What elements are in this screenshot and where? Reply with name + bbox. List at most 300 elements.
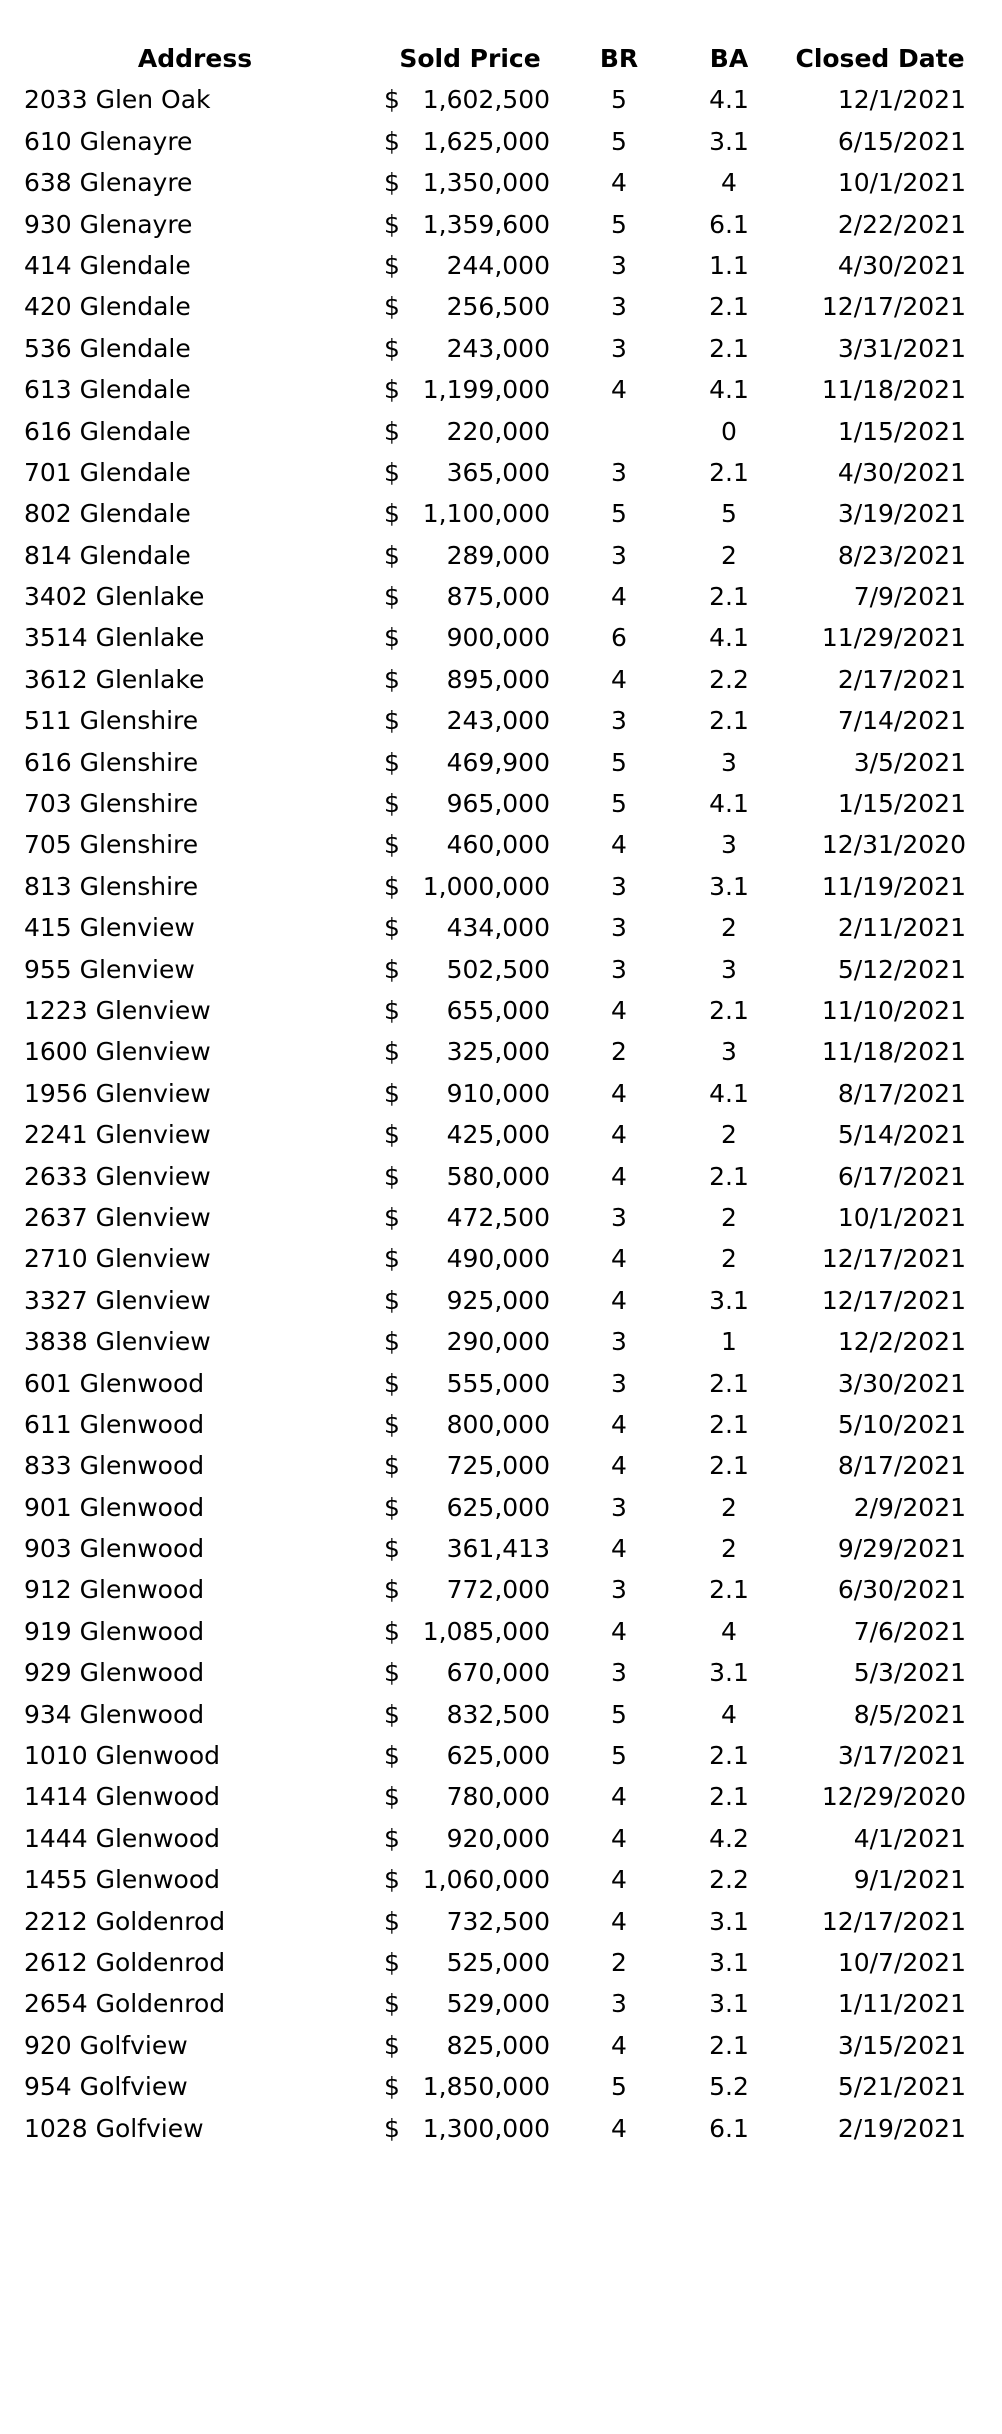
table-row bbox=[0, 2066, 1002, 2107]
bedrooms-cell: 3 bbox=[611, 1202, 627, 1232]
bathrooms-cell: 2.1 bbox=[709, 292, 749, 322]
currency-symbol: $ bbox=[384, 375, 400, 405]
bedrooms-cell: 4 bbox=[611, 1823, 627, 1853]
sold-price-cell: 1,625,000 bbox=[422, 126, 550, 156]
closed-date-cell: 12/17/2021 bbox=[821, 1285, 966, 1315]
closed-date-cell: 5/10/2021 bbox=[837, 1409, 966, 1439]
closed-date-cell: 12/17/2021 bbox=[821, 292, 966, 322]
sold-price-cell: 1,199,000 bbox=[422, 375, 550, 405]
currency-symbol: $ bbox=[384, 1037, 400, 1067]
bathrooms-cell: 2.1 bbox=[709, 333, 749, 363]
sold-price-cell: 1,850,000 bbox=[422, 2072, 550, 2102]
closed-date-cell: 1/15/2021 bbox=[837, 789, 966, 819]
sales-table bbox=[0, 38, 1002, 2149]
closed-date-cell: 8/5/2021 bbox=[853, 1699, 966, 1729]
bedrooms-cell: 3 bbox=[611, 954, 627, 984]
table-row bbox=[0, 1694, 1002, 1735]
address-cell: 2710 Glenview bbox=[24, 1244, 211, 1274]
sold-price-cell: 725,000 bbox=[446, 1451, 550, 1481]
sold-price-cell: 472,500 bbox=[446, 1202, 550, 1232]
address-cell: 610 Glenayre bbox=[24, 126, 193, 156]
table-row bbox=[0, 866, 1002, 907]
address-cell: 833 Glenwood bbox=[24, 1451, 205, 1481]
address-cell: 2633 Glenview bbox=[24, 1161, 211, 1191]
closed-date-cell: 2/17/2021 bbox=[837, 664, 966, 694]
bedrooms-cell: 4 bbox=[611, 664, 627, 694]
currency-symbol: $ bbox=[384, 1409, 400, 1439]
bedrooms-cell: 4 bbox=[611, 582, 627, 612]
currency-symbol: $ bbox=[384, 2113, 400, 2143]
closed-date-cell: 1/15/2021 bbox=[837, 416, 966, 446]
table-row bbox=[0, 328, 1002, 369]
header-closed-date: Closed Date bbox=[795, 44, 965, 73]
bathrooms-cell: 3.1 bbox=[709, 1989, 749, 2019]
table-row bbox=[0, 1363, 1002, 1404]
currency-symbol: $ bbox=[384, 2030, 400, 2060]
sold-price-cell: 1,100,000 bbox=[422, 499, 550, 529]
currency-symbol: $ bbox=[384, 1741, 400, 1771]
sold-price-cell: 469,900 bbox=[446, 747, 550, 777]
bedrooms-cell: 6 bbox=[611, 623, 627, 653]
bathrooms-cell: 2.1 bbox=[709, 2030, 749, 2060]
bedrooms-cell: 4 bbox=[611, 1161, 627, 1191]
currency-symbol: $ bbox=[384, 747, 400, 777]
table-row bbox=[0, 1818, 1002, 1859]
currency-symbol: $ bbox=[384, 1906, 400, 1936]
closed-date-cell: 1/11/2021 bbox=[837, 1989, 966, 2019]
table-row bbox=[0, 79, 1002, 120]
currency-symbol: $ bbox=[384, 499, 400, 529]
sold-price-cell: 920,000 bbox=[446, 1823, 550, 1853]
address-cell: 1223 Glenview bbox=[24, 995, 211, 1025]
sold-price-cell: 525,000 bbox=[446, 1947, 550, 1977]
closed-date-cell: 10/1/2021 bbox=[837, 1202, 966, 1232]
sold-price-cell: 925,000 bbox=[446, 1285, 550, 1315]
sold-price-cell: 910,000 bbox=[446, 1078, 550, 1108]
bedrooms-cell: 2 bbox=[611, 1037, 627, 1067]
header-sold-price: Sold Price bbox=[399, 44, 541, 73]
address-cell: 638 Glenayre bbox=[24, 168, 193, 198]
sold-price-cell: 1,359,600 bbox=[422, 209, 550, 239]
closed-date-cell: 3/17/2021 bbox=[837, 1741, 966, 1771]
bathrooms-cell: 2.1 bbox=[709, 706, 749, 736]
bathrooms-cell: 3 bbox=[721, 954, 737, 984]
bathrooms-cell: 5 bbox=[721, 499, 737, 529]
sold-price-cell: 555,000 bbox=[446, 1368, 550, 1398]
currency-symbol: $ bbox=[384, 168, 400, 198]
table-row bbox=[0, 990, 1002, 1031]
table-row bbox=[0, 1238, 1002, 1279]
bathrooms-cell: 2.1 bbox=[709, 582, 749, 612]
bedrooms-cell: 4 bbox=[611, 375, 627, 405]
currency-symbol: $ bbox=[384, 623, 400, 653]
sold-price-cell: 434,000 bbox=[446, 913, 550, 943]
address-cell: 3612 Glenlake bbox=[24, 664, 205, 694]
table-row bbox=[0, 1569, 1002, 1610]
bedrooms-cell: 3 bbox=[611, 1658, 627, 1688]
address-cell: 3514 Glenlake bbox=[24, 623, 205, 653]
table-row bbox=[0, 1901, 1002, 1942]
address-cell: 920 Golfview bbox=[24, 2030, 188, 2060]
address-cell: 2612 Goldenrod bbox=[24, 1947, 226, 1977]
closed-date-cell: 12/1/2021 bbox=[837, 85, 966, 115]
sold-price-cell: 425,000 bbox=[446, 1120, 550, 1150]
currency-symbol: $ bbox=[384, 1078, 400, 1108]
sold-price-cell: 732,500 bbox=[446, 1906, 550, 1936]
bathrooms-cell: 6.1 bbox=[709, 2113, 749, 2143]
bathrooms-cell: 3.1 bbox=[709, 126, 749, 156]
closed-date-cell: 7/14/2021 bbox=[837, 706, 966, 736]
bathrooms-cell: 1 bbox=[721, 1327, 737, 1357]
address-cell: 802 Glendale bbox=[24, 499, 191, 529]
table-row bbox=[0, 1114, 1002, 1155]
table-row bbox=[0, 617, 1002, 658]
sold-price-cell: 875,000 bbox=[446, 582, 550, 612]
bedrooms-cell: 4 bbox=[611, 2113, 627, 2143]
bathrooms-cell: 4 bbox=[721, 1699, 737, 1729]
sold-price-cell: 1,000,000 bbox=[422, 871, 550, 901]
table-row bbox=[0, 783, 1002, 824]
sold-price-cell: 895,000 bbox=[446, 664, 550, 694]
table-row bbox=[0, 1031, 1002, 1072]
closed-date-cell: 11/29/2021 bbox=[821, 623, 966, 653]
closed-date-cell: 8/17/2021 bbox=[837, 1451, 966, 1481]
bathrooms-cell: 2.1 bbox=[709, 1741, 749, 1771]
address-cell: 930 Glenayre bbox=[24, 209, 193, 239]
currency-symbol: $ bbox=[384, 664, 400, 694]
sold-price-cell: 580,000 bbox=[446, 1161, 550, 1191]
currency-symbol: $ bbox=[384, 292, 400, 322]
currency-symbol: $ bbox=[384, 416, 400, 446]
closed-date-cell: 10/1/2021 bbox=[837, 168, 966, 198]
closed-date-cell: 9/1/2021 bbox=[853, 1865, 966, 1895]
address-cell: 611 Glenwood bbox=[24, 1409, 205, 1439]
sold-price-cell: 780,000 bbox=[446, 1782, 550, 1812]
sold-price-cell: 243,000 bbox=[446, 333, 550, 363]
bedrooms-cell: 3 bbox=[611, 540, 627, 570]
closed-date-cell: 3/30/2021 bbox=[837, 1368, 966, 1398]
table-row bbox=[0, 1611, 1002, 1652]
sold-price-cell: 832,500 bbox=[446, 1699, 550, 1729]
bedrooms-cell: 5 bbox=[611, 789, 627, 819]
bathrooms-cell: 3 bbox=[721, 747, 737, 777]
table-row bbox=[0, 1942, 1002, 1983]
table-row bbox=[0, 1280, 1002, 1321]
bathrooms-cell: 2 bbox=[721, 1120, 737, 1150]
currency-symbol: $ bbox=[384, 954, 400, 984]
bedrooms-cell: 3 bbox=[611, 706, 627, 736]
bedrooms-cell: 4 bbox=[611, 1534, 627, 1564]
address-cell: 929 Glenwood bbox=[24, 1658, 205, 1688]
bathrooms-cell: 2.1 bbox=[709, 1575, 749, 1605]
bathrooms-cell: 5.2 bbox=[709, 2072, 749, 2102]
closed-date-cell: 6/17/2021 bbox=[837, 1161, 966, 1191]
bedrooms-cell: 4 bbox=[611, 1616, 627, 1646]
bedrooms-cell: 3 bbox=[611, 292, 627, 322]
table-row bbox=[0, 162, 1002, 203]
bathrooms-cell: 2.1 bbox=[709, 1782, 749, 1812]
currency-symbol: $ bbox=[384, 1120, 400, 1150]
closed-date-cell: 9/29/2021 bbox=[837, 1534, 966, 1564]
currency-symbol: $ bbox=[384, 1699, 400, 1729]
address-cell: 814 Glendale bbox=[24, 540, 191, 570]
closed-date-cell: 12/17/2021 bbox=[821, 1244, 966, 1274]
bathrooms-cell: 3.1 bbox=[709, 1906, 749, 1936]
bedrooms-cell: 5 bbox=[611, 1699, 627, 1729]
bedrooms-cell: 3 bbox=[611, 1492, 627, 1522]
closed-date-cell: 5/3/2021 bbox=[853, 1658, 966, 1688]
bathrooms-cell: 3.1 bbox=[709, 871, 749, 901]
currency-symbol: $ bbox=[384, 250, 400, 280]
closed-date-cell: 4/30/2021 bbox=[837, 457, 966, 487]
sold-price-cell: 825,000 bbox=[446, 2030, 550, 2060]
bathrooms-cell: 6.1 bbox=[709, 209, 749, 239]
sold-price-cell: 625,000 bbox=[446, 1741, 550, 1771]
address-cell: 1455 Glenwood bbox=[24, 1865, 221, 1895]
bedrooms-cell: 4 bbox=[611, 1409, 627, 1439]
bedrooms-cell: 3 bbox=[611, 1368, 627, 1398]
address-cell: 613 Glendale bbox=[24, 375, 191, 405]
table-row bbox=[0, 1321, 1002, 1362]
address-cell: 954 Golfview bbox=[24, 2072, 188, 2102]
address-cell: 420 Glendale bbox=[24, 292, 191, 322]
closed-date-cell: 3/5/2021 bbox=[853, 747, 966, 777]
table-row bbox=[0, 1073, 1002, 1114]
address-cell: 1010 Glenwood bbox=[24, 1741, 221, 1771]
closed-date-cell: 2/11/2021 bbox=[837, 913, 966, 943]
closed-date-cell: 7/6/2021 bbox=[853, 1616, 966, 1646]
sold-price-cell: 625,000 bbox=[446, 1492, 550, 1522]
table-row bbox=[0, 1776, 1002, 1817]
currency-symbol: $ bbox=[384, 1575, 400, 1605]
table-row bbox=[0, 2108, 1002, 2149]
table-header bbox=[0, 38, 1002, 79]
bedrooms-cell: 5 bbox=[611, 85, 627, 115]
currency-symbol: $ bbox=[384, 789, 400, 819]
sold-price-cell: 460,000 bbox=[446, 830, 550, 860]
currency-symbol: $ bbox=[384, 1492, 400, 1522]
bedrooms-cell: 5 bbox=[611, 1741, 627, 1771]
table-row bbox=[0, 2025, 1002, 2066]
bathrooms-cell: 3 bbox=[721, 830, 737, 860]
sold-price-cell: 965,000 bbox=[446, 789, 550, 819]
table-row bbox=[0, 493, 1002, 534]
sold-price-cell: 655,000 bbox=[446, 995, 550, 1025]
closed-date-cell: 7/9/2021 bbox=[853, 582, 966, 612]
address-cell: 903 Glenwood bbox=[24, 1534, 205, 1564]
bedrooms-cell: 5 bbox=[611, 2072, 627, 2102]
table-row bbox=[0, 1528, 1002, 1569]
bathrooms-cell: 2 bbox=[721, 913, 737, 943]
bathrooms-cell: 2.1 bbox=[709, 1161, 749, 1191]
bathrooms-cell: 2 bbox=[721, 1244, 737, 1274]
table-row bbox=[0, 245, 1002, 286]
closed-date-cell: 4/30/2021 bbox=[837, 250, 966, 280]
bedrooms-cell: 3 bbox=[611, 871, 627, 901]
currency-symbol: $ bbox=[384, 1947, 400, 1977]
table-row bbox=[0, 742, 1002, 783]
table-row bbox=[0, 1983, 1002, 2024]
table-row bbox=[0, 1404, 1002, 1445]
bathrooms-cell: 2.1 bbox=[709, 457, 749, 487]
closed-date-cell: 3/19/2021 bbox=[837, 499, 966, 529]
bedrooms-cell: 5 bbox=[611, 747, 627, 777]
address-cell: 701 Glendale bbox=[24, 457, 191, 487]
sold-price-cell: 529,000 bbox=[446, 1989, 550, 2019]
address-cell: 813 Glenshire bbox=[24, 871, 199, 901]
currency-symbol: $ bbox=[384, 1368, 400, 1398]
bedrooms-cell: 4 bbox=[611, 1906, 627, 1936]
table-row bbox=[0, 1487, 1002, 1528]
bathrooms-cell: 3.1 bbox=[709, 1947, 749, 1977]
currency-symbol: $ bbox=[384, 1823, 400, 1853]
bedrooms-cell: 5 bbox=[611, 499, 627, 529]
table-row bbox=[0, 949, 1002, 990]
closed-date-cell: 12/17/2021 bbox=[821, 1906, 966, 1936]
currency-symbol: $ bbox=[384, 1451, 400, 1481]
bathrooms-cell: 2.1 bbox=[709, 995, 749, 1025]
sold-price-cell: 243,000 bbox=[446, 706, 550, 736]
currency-symbol: $ bbox=[384, 457, 400, 487]
bathrooms-cell: 2.1 bbox=[709, 1368, 749, 1398]
address-cell: 414 Glendale bbox=[24, 250, 191, 280]
currency-symbol: $ bbox=[384, 85, 400, 115]
currency-symbol: $ bbox=[384, 871, 400, 901]
table-row bbox=[0, 1445, 1002, 1486]
sold-price-cell: 1,085,000 bbox=[422, 1616, 550, 1646]
sold-price-cell: 490,000 bbox=[446, 1244, 550, 1274]
address-cell: 919 Glenwood bbox=[24, 1616, 205, 1646]
address-cell: 2654 Goldenrod bbox=[24, 1989, 226, 2019]
currency-symbol: $ bbox=[384, 706, 400, 736]
bathrooms-cell: 1.1 bbox=[709, 250, 749, 280]
closed-date-cell: 11/18/2021 bbox=[821, 1037, 966, 1067]
bathrooms-cell: 2.1 bbox=[709, 1409, 749, 1439]
table-row bbox=[0, 1197, 1002, 1238]
currency-symbol: $ bbox=[384, 995, 400, 1025]
address-cell: 1414 Glenwood bbox=[24, 1782, 221, 1812]
address-cell: 955 Glenview bbox=[24, 954, 195, 984]
bedrooms-cell: 3 bbox=[611, 457, 627, 487]
header-ba: BA bbox=[709, 44, 749, 73]
bedrooms-cell: 3 bbox=[611, 250, 627, 280]
closed-date-cell: 12/2/2021 bbox=[837, 1327, 966, 1357]
bathrooms-cell: 2 bbox=[721, 1202, 737, 1232]
address-cell: 616 Glendale bbox=[24, 416, 191, 446]
bathrooms-cell: 0 bbox=[721, 416, 737, 446]
sold-price-cell: 1,300,000 bbox=[422, 2113, 550, 2143]
address-cell: 3838 Glenview bbox=[24, 1327, 211, 1357]
closed-date-cell: 2/9/2021 bbox=[853, 1492, 966, 1522]
bathrooms-cell: 2 bbox=[721, 1534, 737, 1564]
sold-price-cell: 670,000 bbox=[446, 1658, 550, 1688]
table-row bbox=[0, 1735, 1002, 1776]
bathrooms-cell: 2.2 bbox=[709, 664, 749, 694]
bedrooms-cell: 3 bbox=[611, 1327, 627, 1357]
address-cell: 705 Glenshire bbox=[24, 830, 199, 860]
address-cell: 1956 Glenview bbox=[24, 1078, 211, 1108]
sold-price-cell: 361,413 bbox=[446, 1534, 550, 1564]
bathrooms-cell: 3 bbox=[721, 1037, 737, 1067]
sold-price-cell: 800,000 bbox=[446, 1409, 550, 1439]
closed-date-cell: 4/1/2021 bbox=[853, 1823, 966, 1853]
bedrooms-cell: 4 bbox=[611, 1285, 627, 1315]
sold-price-cell: 1,602,500 bbox=[422, 85, 550, 115]
closed-date-cell: 3/15/2021 bbox=[837, 2030, 966, 2060]
bedrooms-cell: 4 bbox=[611, 1078, 627, 1108]
bathrooms-cell: 4.1 bbox=[709, 623, 749, 653]
bathrooms-cell: 4.1 bbox=[709, 1078, 749, 1108]
bedrooms-cell: 3 bbox=[611, 1575, 627, 1605]
bedrooms-cell: 4 bbox=[611, 2030, 627, 2060]
currency-symbol: $ bbox=[384, 1865, 400, 1895]
currency-symbol: $ bbox=[384, 830, 400, 860]
table-row bbox=[0, 286, 1002, 327]
currency-symbol: $ bbox=[384, 540, 400, 570]
address-cell: 3402 Glenlake bbox=[24, 582, 205, 612]
sold-price-cell: 900,000 bbox=[446, 623, 550, 653]
bedrooms-cell: 4 bbox=[611, 995, 627, 1025]
table-row bbox=[0, 452, 1002, 493]
table-row bbox=[0, 576, 1002, 617]
address-cell: 703 Glenshire bbox=[24, 789, 199, 819]
bathrooms-cell: 4.1 bbox=[709, 375, 749, 405]
bedrooms-cell: 5 bbox=[611, 126, 627, 156]
currency-symbol: $ bbox=[384, 126, 400, 156]
currency-symbol: $ bbox=[384, 1244, 400, 1274]
currency-symbol: $ bbox=[384, 1534, 400, 1564]
closed-date-cell: 5/21/2021 bbox=[837, 2072, 966, 2102]
bedrooms-cell: 4 bbox=[611, 1244, 627, 1274]
currency-symbol: $ bbox=[384, 1285, 400, 1315]
address-cell: 3327 Glenview bbox=[24, 1285, 211, 1315]
closed-date-cell: 2/22/2021 bbox=[837, 209, 966, 239]
bathrooms-cell: 2.1 bbox=[709, 1451, 749, 1481]
bedrooms-cell: 3 bbox=[611, 333, 627, 363]
bedrooms-cell: 3 bbox=[611, 1989, 627, 2019]
currency-symbol: $ bbox=[384, 1782, 400, 1812]
closed-date-cell: 5/12/2021 bbox=[837, 954, 966, 984]
sold-price-cell: 220,000 bbox=[446, 416, 550, 446]
bedrooms-cell: 4 bbox=[611, 830, 627, 860]
table-row bbox=[0, 204, 1002, 245]
address-cell: 1600 Glenview bbox=[24, 1037, 211, 1067]
sold-price-cell: 325,000 bbox=[446, 1037, 550, 1067]
currency-symbol: $ bbox=[384, 913, 400, 943]
table-row bbox=[0, 1859, 1002, 1900]
sold-price-cell: 502,500 bbox=[446, 954, 550, 984]
currency-symbol: $ bbox=[384, 1202, 400, 1232]
bathrooms-cell: 2 bbox=[721, 1492, 737, 1522]
sold-price-cell: 290,000 bbox=[446, 1327, 550, 1357]
closed-date-cell: 11/19/2021 bbox=[821, 871, 966, 901]
address-cell: 415 Glenview bbox=[24, 913, 195, 943]
bedrooms-cell: 4 bbox=[611, 1451, 627, 1481]
sold-price-cell: 1,350,000 bbox=[422, 168, 550, 198]
sold-price-cell: 244,000 bbox=[446, 250, 550, 280]
closed-date-cell: 5/14/2021 bbox=[837, 1120, 966, 1150]
address-cell: 1028 Golfview bbox=[24, 2113, 204, 2143]
address-cell: 536 Glendale bbox=[24, 333, 191, 363]
currency-symbol: $ bbox=[384, 333, 400, 363]
closed-date-cell: 6/15/2021 bbox=[837, 126, 966, 156]
closed-date-cell: 12/31/2020 bbox=[821, 830, 966, 860]
address-cell: 901 Glenwood bbox=[24, 1492, 205, 1522]
currency-symbol: $ bbox=[384, 2072, 400, 2102]
table-row bbox=[0, 535, 1002, 576]
address-cell: 2212 Goldenrod bbox=[24, 1906, 226, 1936]
bathrooms-cell: 4.2 bbox=[709, 1823, 749, 1853]
